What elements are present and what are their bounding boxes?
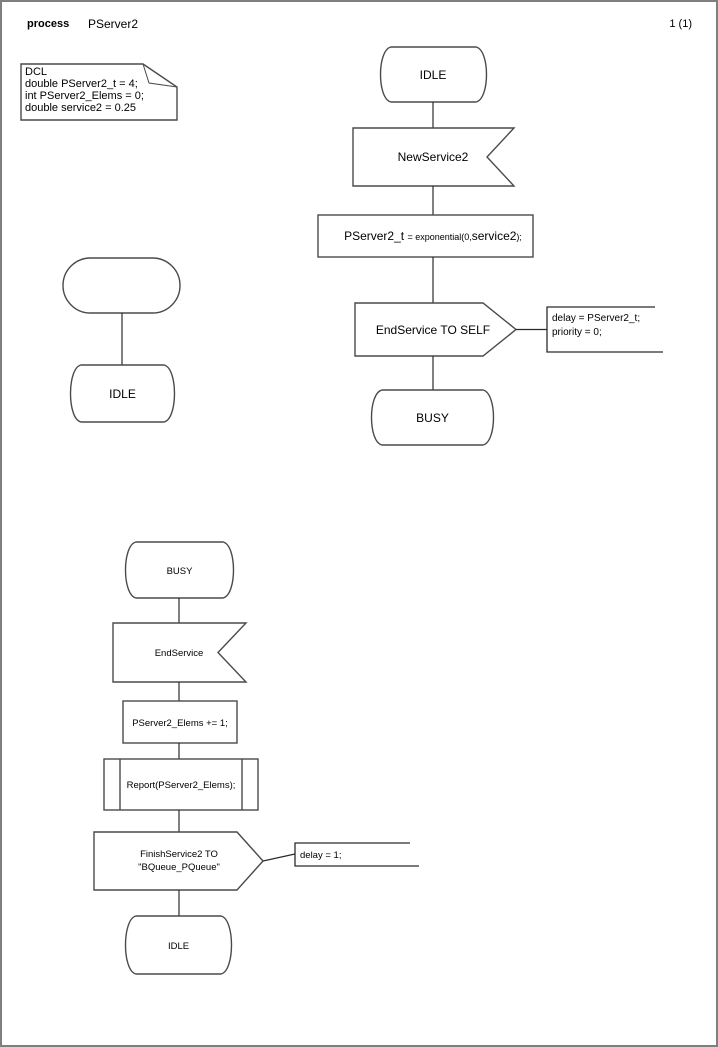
output-outline [94, 832, 263, 890]
input-label: EndService [154, 648, 204, 659]
start-symbol[interactable] [63, 258, 180, 313]
state-label: IDLE [167, 941, 190, 952]
state-label: BUSY [416, 411, 449, 425]
state-symbol-idle-init[interactable] [71, 365, 175, 422]
input-label: NewService2 [397, 150, 469, 164]
dcl-line: double service2 = 0.25 [25, 102, 136, 114]
output-symbol-finishservice2[interactable] [94, 832, 263, 890]
task-symbol-increment-elems[interactable] [123, 701, 237, 743]
output-symbol-endservice-to-self[interactable] [355, 303, 516, 356]
dcl-line: double PServer2_t = 4; [25, 78, 138, 90]
output-label: EndService TO SELF [375, 323, 491, 337]
state-label: BUSY [166, 566, 193, 577]
task-label: PServer2_Elems += 1; [132, 718, 228, 729]
output-label-line: "BQueue_PQueue" [138, 862, 220, 873]
page-number: 1 (1) [669, 18, 692, 30]
state-symbol-busy-main[interactable] [372, 390, 494, 445]
output-label-line: FinishService2 TO [140, 849, 218, 860]
dcl-line: int PServer2_Elems = 0; [25, 90, 144, 102]
state-symbol-idle-main[interactable] [381, 47, 487, 102]
procedure-call-symbol-report[interactable] [104, 759, 258, 810]
comment-line: delay = PServer2_t; [552, 313, 641, 324]
task-symbol-set-pserver2-t[interactable] [318, 215, 533, 257]
comment-symbol-delay1[interactable] [295, 843, 419, 866]
state-label: IDLE [109, 387, 136, 401]
task-label: PServer2_t = exponential(0,service2); [344, 229, 522, 243]
comment-line: delay = 1; [300, 850, 342, 861]
input-symbol-endservice[interactable] [113, 623, 246, 682]
comment-symbol-delay-priority[interactable] [547, 307, 663, 352]
input-symbol-newservice2[interactable] [353, 128, 514, 186]
dcl-line: DCL [25, 66, 48, 78]
connector [263, 854, 295, 861]
comment-line: priority = 0; [552, 327, 602, 338]
state-label: IDLE [419, 68, 447, 82]
page-kind-label: process [27, 18, 70, 30]
state-symbol-idle-second[interactable] [126, 916, 232, 974]
start-outline [63, 258, 180, 313]
text-symbol-dcl[interactable] [21, 64, 177, 120]
page-title: PServer2 [88, 17, 139, 31]
procedure-label: Report(PServer2_Elems); [126, 780, 236, 791]
state-symbol-busy-second[interactable] [126, 542, 234, 598]
